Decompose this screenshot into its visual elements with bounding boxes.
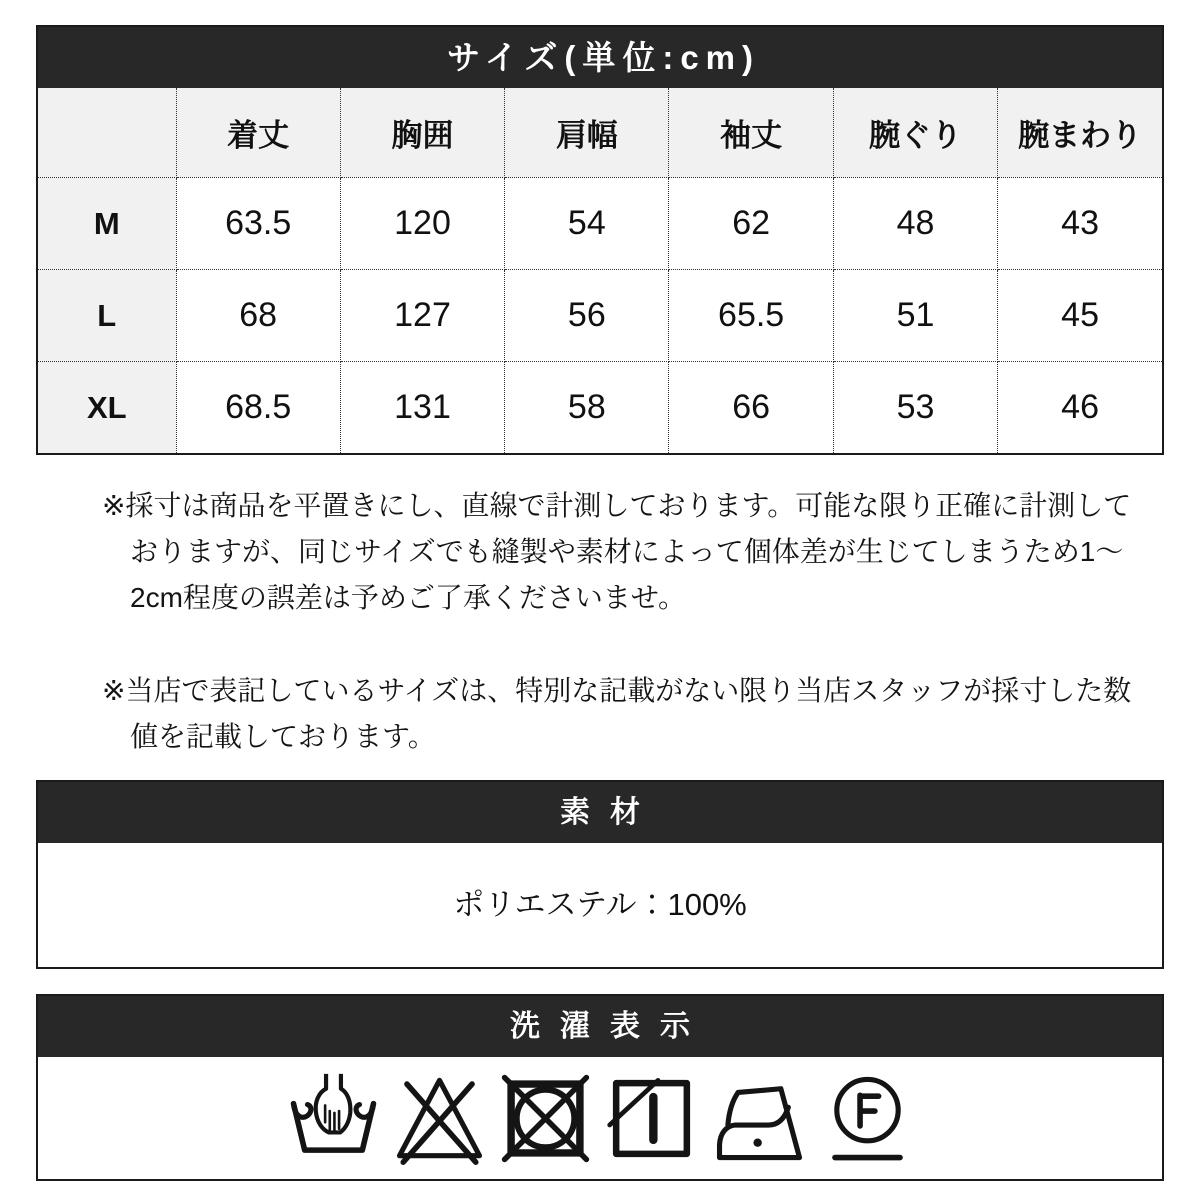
corner-cell	[38, 88, 176, 178]
col-header-armhole: 腕ぐり	[833, 88, 997, 178]
col-header-length: 着丈	[176, 88, 340, 178]
care-icons-row	[38, 1057, 1162, 1179]
table-row-xl	[38, 362, 1162, 454]
dry-clean-f-gentle-icon	[821, 1072, 914, 1165]
cell-value: 127	[340, 270, 504, 362]
cell-value: 63.5	[176, 178, 340, 270]
hand-wash-icon	[287, 1072, 380, 1165]
cell-value: 120	[340, 178, 504, 270]
row-label-xl: XL	[38, 362, 176, 454]
size-table	[38, 88, 1162, 453]
size-table-section	[36, 25, 1164, 455]
cell-value: 62	[669, 178, 833, 270]
material-section-title: 素材	[38, 782, 1162, 843]
row-label-l: L	[38, 270, 176, 362]
cell-value: 56	[505, 270, 669, 362]
cell-value: 68.5	[176, 362, 340, 454]
row-label-m: M	[38, 178, 176, 270]
material-section	[36, 780, 1164, 969]
note-measurement-accuracy: ※採寸は商品を平置きにし、直線で計測しております。可能な限り正確に計測しておりますが、同じサイズでも縫製や素材によって個体差が生じてしまうため1〜2cm程度の誤差は予めご了承くださいませ。	[102, 490, 1132, 613]
cell-value: 43	[998, 178, 1162, 270]
cell-value: 66	[669, 362, 833, 454]
cell-value: 53	[833, 362, 997, 454]
measurement-notes	[102, 483, 1144, 760]
cell-value: 54	[505, 178, 669, 270]
col-header-shoulder: 肩幅	[505, 88, 669, 178]
cell-value: 58	[505, 362, 669, 454]
note-staff-measured: ※当店で表記しているサイズは、特別な記載がない限り当店スタッフが採寸した数値を記載しております。	[102, 675, 1132, 752]
cell-value: 131	[340, 362, 504, 454]
table-row-l	[38, 270, 1162, 362]
col-header-chest: 胸囲	[340, 88, 504, 178]
do-not-tumble-dry-icon	[499, 1072, 592, 1165]
care-label-section	[36, 994, 1164, 1181]
cell-value: 65.5	[669, 270, 833, 362]
line-dry-in-shade-icon	[605, 1072, 698, 1165]
care-section-title: 洗濯表示	[38, 996, 1162, 1057]
col-header-arm-circumf: 腕まわり	[998, 88, 1162, 178]
material-value: ポリエステル：100%	[38, 843, 1162, 967]
cell-value: 48	[833, 178, 997, 270]
table-row-m	[38, 178, 1162, 270]
cell-value: 46	[998, 362, 1162, 454]
cell-value: 68	[176, 270, 340, 362]
iron-low-heat-icon	[711, 1072, 808, 1165]
cell-value: 45	[998, 270, 1162, 362]
col-header-sleeve: 袖丈	[669, 88, 833, 178]
size-table-header-row	[38, 88, 1162, 178]
size-section-title: サイズ(単位:cm)	[38, 27, 1162, 88]
do-not-bleach-icon	[393, 1072, 486, 1165]
cell-value: 51	[833, 270, 997, 362]
